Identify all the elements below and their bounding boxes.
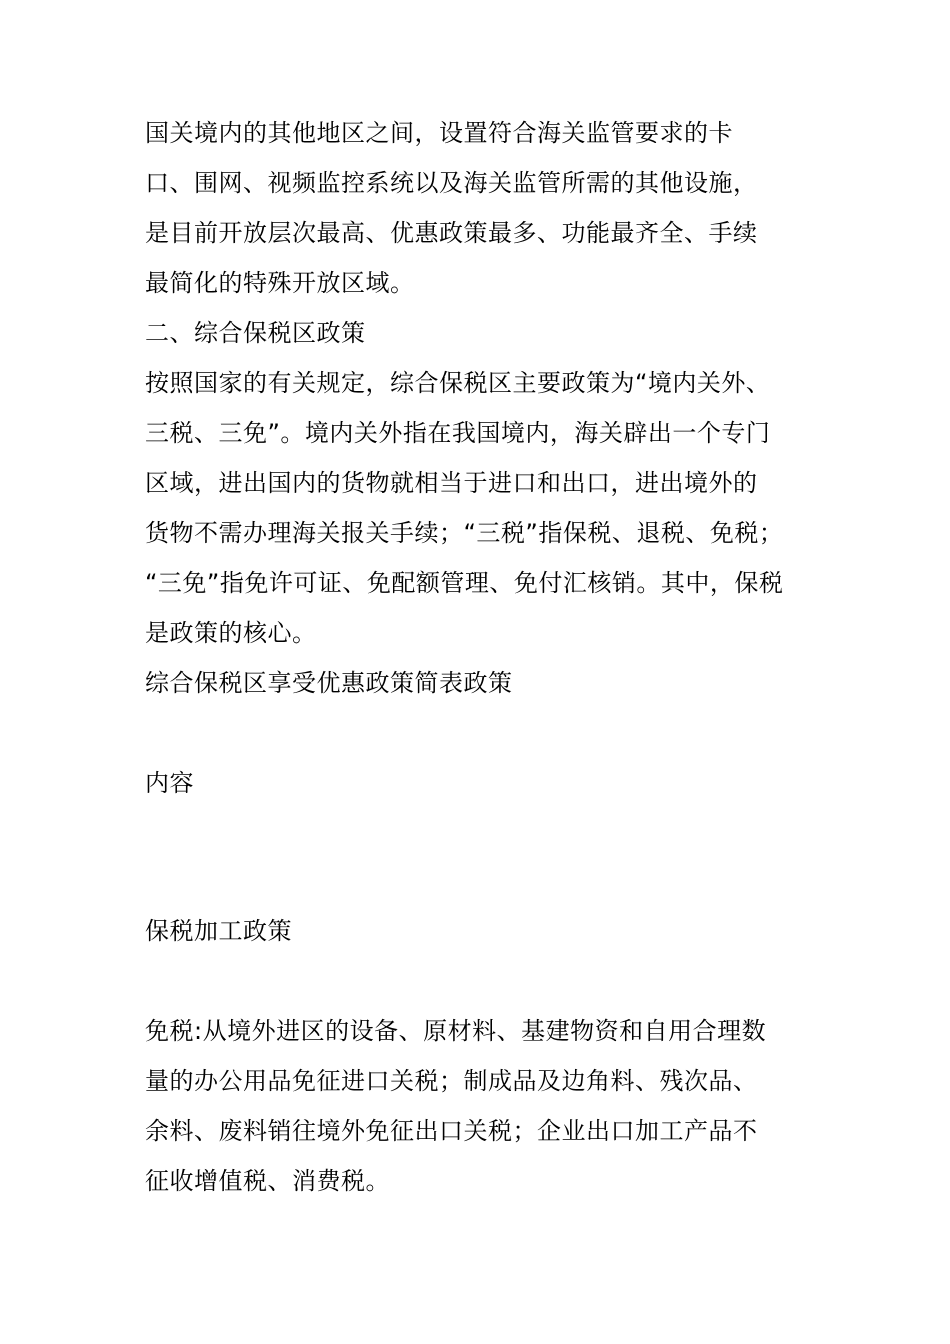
intro-line-3: 是目前开放层次最高、优惠政策最多、功能最齐全、手续 bbox=[145, 219, 758, 247]
policy-line-5: “三免”指免许可证、免配额管理、免付汇核销。其中，保税 bbox=[145, 569, 784, 597]
table-header-content: 内容 bbox=[145, 769, 194, 797]
row-content-line-1: 免税:从境外进区的设备、原材料、基建物资和自用合理数 bbox=[145, 1017, 767, 1045]
section-heading: 二、综合保税区政策 bbox=[145, 319, 366, 347]
intro-line-2: 口、围网、视频监控系统以及海关监管所需的其他设施， bbox=[145, 169, 758, 197]
policy-line-1: 按照国家的有关规定，综合保税区主要政策为“境内关外、 bbox=[145, 369, 771, 397]
intro-line-1: 国关境内的其他地区之间，设置符合海关监管要求的卡 bbox=[145, 119, 733, 147]
row-content-line-4: 征收增值税、消费税。 bbox=[145, 1167, 390, 1195]
row-label: 保税加工政策 bbox=[145, 917, 292, 945]
table-title: 综合保税区享受优惠政策简表政策 bbox=[145, 669, 513, 697]
row-content-line-3: 余料、废料销往境外免征出口关税；企业出口加工产品不 bbox=[145, 1117, 758, 1145]
policy-line-3: 区域，进出国内的货物就相当于进口和出口，进出境外的 bbox=[145, 469, 758, 497]
policy-line-4: 货物不需办理海关报关手续；“三税”指保税、退税、免税； bbox=[145, 519, 784, 547]
row-content-line-2: 量的办公用品免征进口关税；制成品及边角料、残次品、 bbox=[145, 1067, 758, 1095]
intro-line-4: 最简化的特殊开放区域。 bbox=[145, 269, 415, 297]
policy-line-6: 是政策的核心。 bbox=[145, 619, 317, 647]
policy-line-2: 三税、三免”。境内关外指在我国境内，海关辟出一个专门 bbox=[145, 419, 771, 447]
